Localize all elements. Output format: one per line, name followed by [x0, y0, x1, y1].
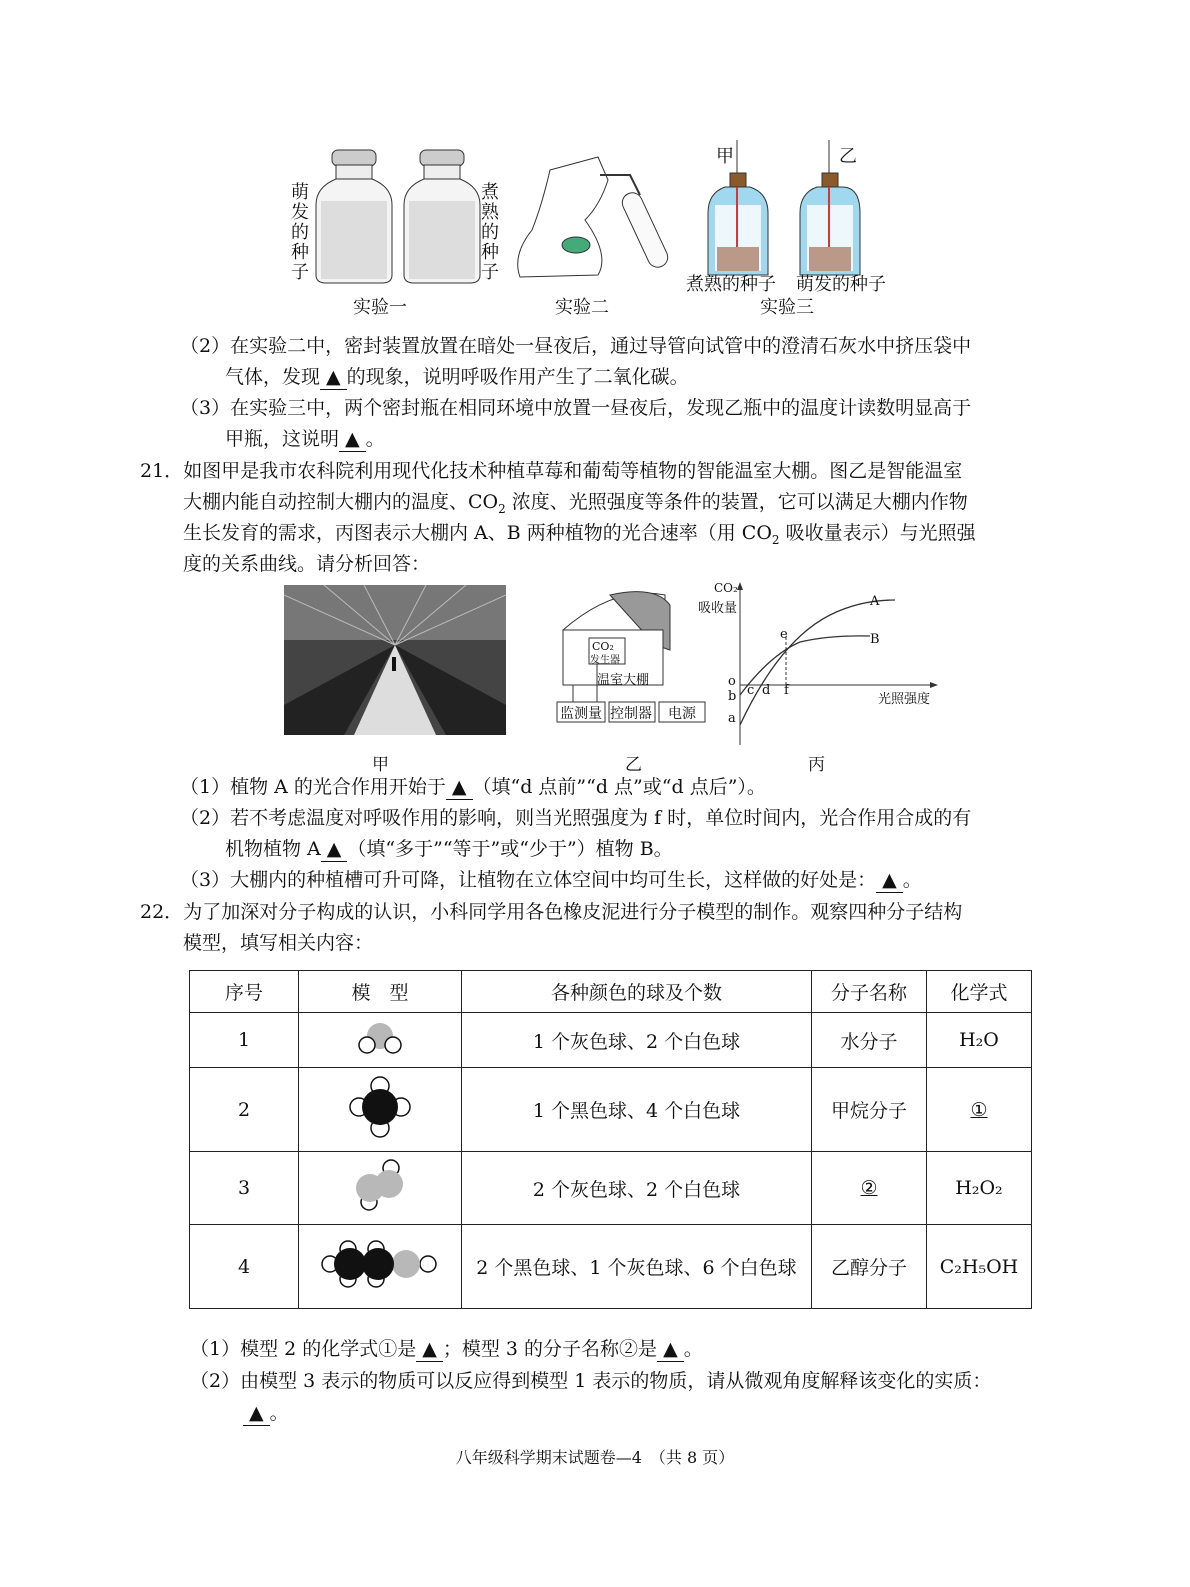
q21-part1-b: （填“d 点前”“d 点”或“d 点后”）。	[472, 776, 766, 798]
point-label-e: e	[780, 627, 788, 642]
table-row	[190, 1152, 1032, 1225]
curve-a	[740, 600, 895, 725]
fig-caption-yi: 乙	[625, 755, 642, 775]
q21-intro-line1	[140, 456, 962, 486]
q21-intro-2sub: 2	[498, 501, 506, 516]
row-formula: H₂O	[927, 1013, 1032, 1068]
jar-label-germinating: 萌发的种子	[291, 182, 309, 283]
header-name: 分子名称	[812, 971, 927, 1013]
row-no: 4	[190, 1225, 299, 1309]
bag-and-test-tube	[518, 157, 671, 277]
row-balls: 2 个灰色球、2 个白色球	[462, 1152, 812, 1225]
water-model-icon	[350, 1021, 410, 1055]
device-greenhouse-label: 温室大棚	[597, 673, 650, 688]
page-footer: 八年级科学期末试题卷—4 （共 8 页）	[455, 1448, 735, 1467]
row-formula: H₂O₂	[927, 1152, 1032, 1225]
row-balls: 1 个灰色球、2 个白色球	[462, 1013, 812, 1068]
table-row	[190, 1068, 1032, 1152]
row-no: 2	[190, 1068, 299, 1152]
jar-boiled-seeds	[404, 150, 480, 283]
answer-blank[interactable]: ▲	[657, 1337, 684, 1362]
exp-caption-2: 实验二	[555, 297, 609, 318]
q22-intro-text: 为了加深对分子构成的认识，小科同学用各色橡皮泥进行分子模型的制作。观察四种分子结构	[183, 901, 963, 923]
q21-intro-2b: 浓度、光照强度等条件的装置，它可以满足大棚内作物	[505, 491, 968, 513]
bottle-caption-boiled: 煮熟的种子	[686, 274, 776, 295]
methane-model-icon	[345, 1072, 415, 1142]
q21-part3	[180, 865, 922, 895]
q22-part1-b: ；模型 3 的分子名称②是	[442, 1338, 658, 1360]
q20-part2-line2	[225, 362, 689, 392]
fig-caption-bing: 丙	[808, 755, 825, 775]
table-header-row	[190, 971, 1032, 1013]
point-label-b: b	[728, 689, 737, 704]
answer-blank[interactable]: ▲	[320, 365, 347, 390]
graph-xlabel: 光照强度	[878, 692, 931, 707]
row-formula: C₂H₅OH	[927, 1225, 1032, 1309]
q21-intro-2a: 大棚内能自动控制大棚内的温度、CO	[183, 491, 499, 513]
header-no: 序号	[190, 971, 299, 1013]
q20-part2-text-a: 气体，发现	[225, 366, 321, 388]
q21-part1	[180, 772, 766, 802]
answer-blank[interactable]: ▲	[321, 837, 348, 862]
row-name: 甲烷分子	[812, 1068, 927, 1152]
model-methane	[299, 1068, 462, 1152]
q21-intro-line4: 度的关系曲线。请分析回答：	[183, 553, 431, 575]
q20-part2-line1: （2）在实验二中，密封装置放置在暗处一昼夜后，通过导管向试管中的澄清石灰水中挤压袋中	[180, 335, 972, 357]
row-name: 水分子	[812, 1013, 927, 1068]
row-no: 1	[190, 1013, 299, 1068]
answer-blank[interactable]: ▲	[339, 427, 366, 452]
q21-part2-line1: （2）若不考虑温度对呼吸作用的影响，则当光照强度为 f 时，单位时间内，光合作用合成的有	[180, 807, 972, 829]
jar-label-boiled: 煮熟的种子	[481, 182, 499, 283]
graph-ylabel-1: CO₂	[714, 581, 738, 595]
answer-blank[interactable]: ▲	[446, 775, 473, 800]
model-water	[299, 1013, 462, 1068]
exp-caption-1: 实验一	[353, 297, 407, 318]
device-monitor-label: 监测量	[560, 706, 602, 722]
model-ethanol	[299, 1225, 462, 1309]
fig-caption-jia: 甲	[372, 755, 389, 775]
row-balls: 2 个黑色球、1 个灰色球、6 个白色球	[462, 1225, 812, 1309]
q22-intro-line1	[140, 897, 962, 927]
device-co2-generator-1: CO₂	[592, 640, 614, 653]
row-name-blank: ②	[812, 1152, 927, 1225]
q20-part3-text-a: 甲瓶，这说明	[225, 428, 340, 450]
point-label-c: c	[747, 683, 755, 698]
header-model: 模 型	[299, 971, 462, 1013]
q20-part2-text-b: 的现象，说明呼吸作用产生了二氧化碳。	[346, 366, 689, 388]
device-controller-label: 控制器	[610, 706, 652, 722]
answer-blank[interactable]: ▲	[876, 868, 903, 893]
peroxide-model-icon	[345, 1156, 415, 1216]
q21-intro-3b: 吸收量表示）与光照强	[779, 522, 976, 544]
q20-part3-text-b: 。	[365, 428, 385, 450]
q22-part2-end: 。	[269, 1402, 289, 1424]
row-no: 3	[190, 1152, 299, 1225]
q20-part3-line1: （3）在实验三中，两个密封瓶在相同环境中放置一昼夜后，发现乙瓶中的温度计读数明显高于	[180, 397, 972, 419]
bottle-caption-germinating: 萌发的种子	[796, 274, 886, 295]
ethanol-model-icon	[320, 1234, 440, 1294]
answer-blank[interactable]: ▲	[243, 1401, 270, 1426]
q21-part2-b: （填“多于”“等于”或“少于”）植物 B。	[347, 838, 673, 860]
q22-part1-a: （1）模型 2 的化学式①是	[190, 1338, 417, 1360]
header-balls: 各种颜色的球及个数	[462, 971, 812, 1013]
q21-part2-a: 机物植物 A	[225, 838, 321, 860]
q21-intro-text: 如图甲是我市农科院利用现代化技术种植草莓和葡萄等植物的智能温室大棚。图乙是智能温室	[183, 460, 963, 482]
question-number: 22．	[140, 901, 184, 923]
q22-part2-line2	[243, 1398, 289, 1428]
q21-part1-a: （1）植物 A 的光合作用开始于	[180, 776, 446, 798]
q22-part1-c: 。	[683, 1338, 703, 1360]
q21-intro-3sub: 2	[771, 532, 780, 547]
molecule-table	[189, 970, 1032, 1309]
q22-intro-line2: 模型，填写相关内容：	[183, 932, 374, 954]
q21-part3-a: （3）大棚内的种植槽可升可降，让植物在立体空间中均可生长，这样做的好处是：	[180, 869, 877, 891]
device-power-label: 电源	[668, 706, 696, 722]
model-hydrogen-peroxide	[299, 1152, 462, 1225]
point-label-f: f	[784, 683, 789, 698]
point-label-o: o	[728, 674, 736, 689]
device-co2-generator-2: 发生器	[590, 655, 620, 666]
q21-part2-line2	[225, 834, 673, 864]
row-formula-blank: ①	[927, 1068, 1032, 1152]
header-formula: 化学式	[927, 971, 1032, 1013]
bottle-label-jia: 甲	[716, 146, 734, 167]
graph-ylabel-2: 吸收量	[698, 601, 738, 616]
question-number: 21．	[140, 460, 184, 482]
photosynthesis-graph	[720, 580, 940, 750]
curve-label-b: B	[870, 632, 880, 647]
q21-part3-b: 。	[902, 869, 922, 891]
exp-caption-3: 实验三	[760, 297, 814, 318]
row-balls: 1 个黑色球、4 个白色球	[462, 1068, 812, 1152]
jar-germinating-seeds	[316, 150, 392, 283]
answer-blank[interactable]: ▲	[416, 1337, 443, 1362]
point-label-d: d	[762, 683, 771, 698]
q21-intro-3a: 生长发育的需求，丙图表示大棚内 A、B 两种植物的光合速率（用 CO	[183, 522, 772, 544]
q20-part3-line2	[225, 424, 385, 454]
table-row	[190, 1225, 1032, 1309]
q22-part1	[190, 1334, 703, 1364]
table-row	[190, 1013, 1032, 1068]
curve-b	[740, 636, 870, 695]
bottle-label-yi: 乙	[839, 146, 857, 167]
point-label-a: a	[728, 711, 736, 726]
greenhouse-photo	[284, 585, 506, 735]
row-name: 乙醇分子	[812, 1225, 927, 1309]
curve-label-a: A	[870, 594, 880, 609]
q22-part2-line1: （2）由模型 3 表示的物质可以反应得到模型 1 表示的物质，请从微观角度解释该变化的实质：	[190, 1370, 992, 1392]
